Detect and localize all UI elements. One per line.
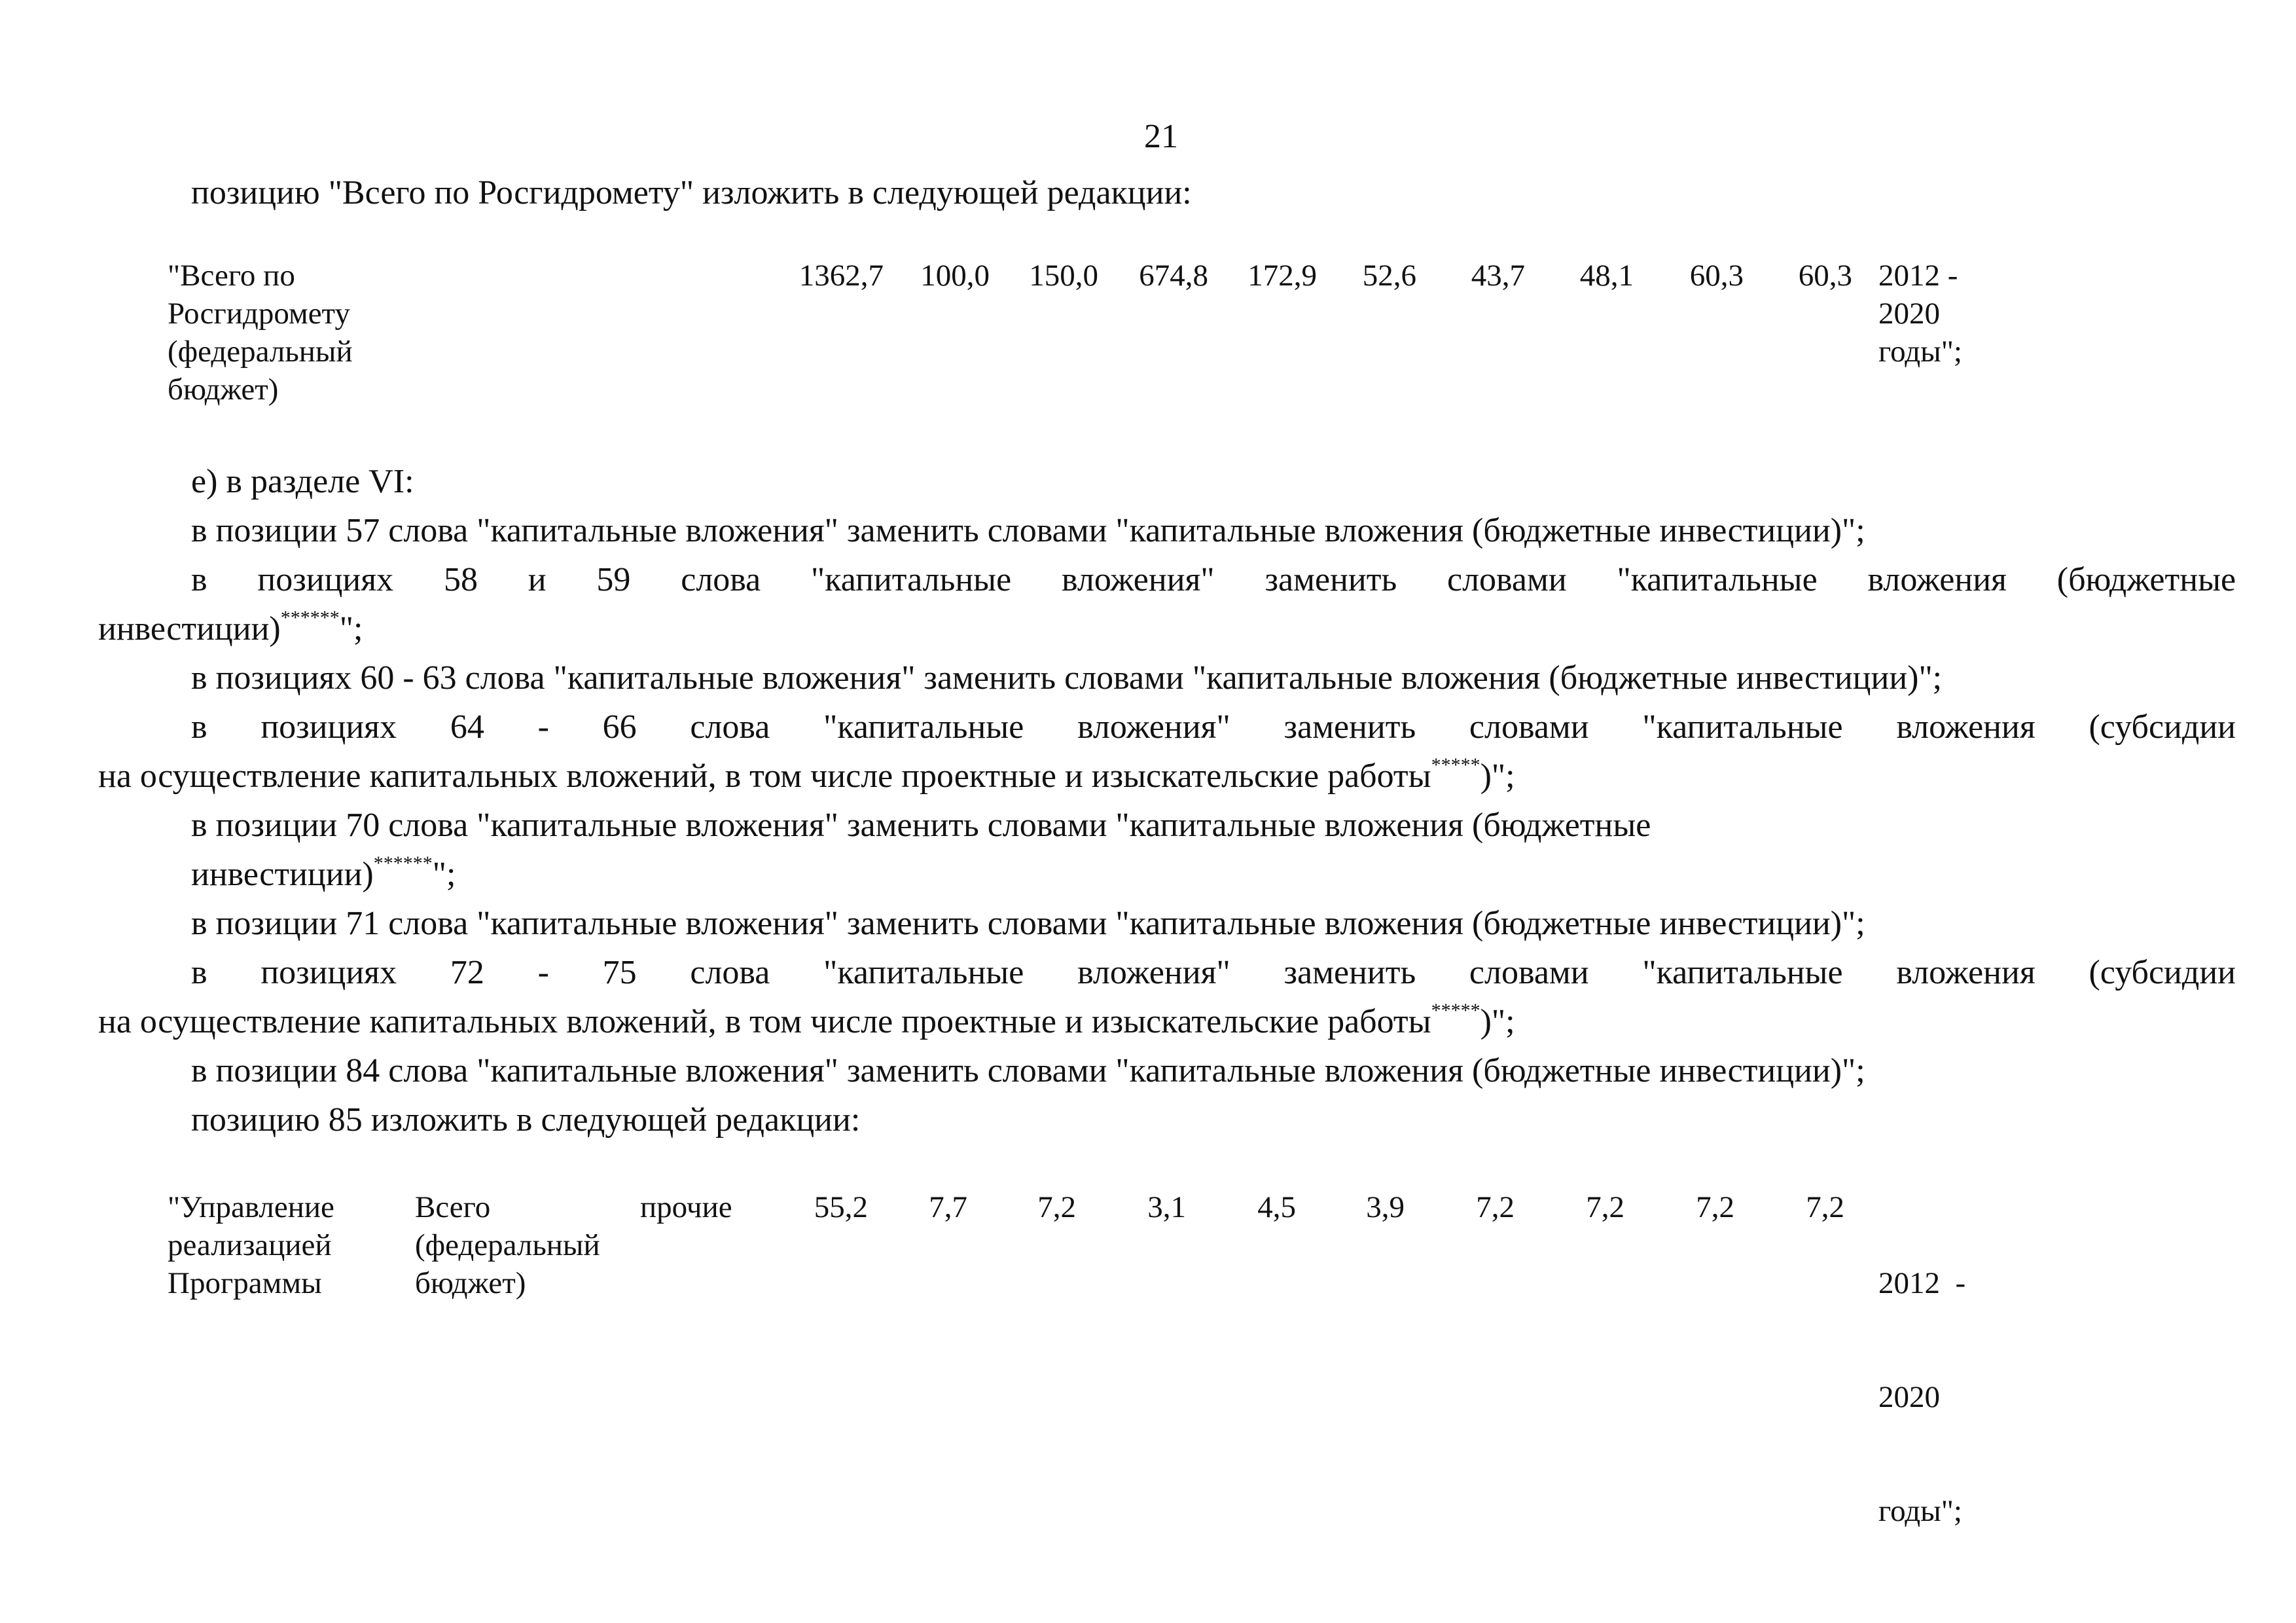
paragraph-p72: в позициях 72 - 75 слова "капитальные вложения" заменить словами "капитальные вложения (субсидии <box>191 954 2236 991</box>
paragraph-p70: в позиции 70 слова "капитальные вложения" заменить словами "капитальные вложения (бюджетные <box>191 807 1651 844</box>
paragraph-p71: в позиции 71 слова "капитальные вложения" заменить словами "капитальные вложения (бюджетные инвестиции)"; <box>191 905 1865 942</box>
value-cell: 48,1 <box>1579 259 1634 293</box>
intro-paragraph: позицию "Всего по Росгидромету" изложить в следующей редакции: <box>191 174 1192 211</box>
expense-type: прочие <box>640 1190 732 1224</box>
row-name: "Управление реализацией Программы <box>168 1190 334 1300</box>
value-cell: 3,9 <box>1366 1190 1405 1224</box>
period-cell: 2012 - 2020 годы"; <box>1878 259 1962 369</box>
value-cell: 7,2 <box>1476 1190 1515 1224</box>
value-cell: 100,0 <box>920 259 990 293</box>
paragraph-p57: в позиции 57 слова "капитальные вложения" заменить словами "капитальные вложения (бюджетные инвестиции)"; <box>191 512 1865 549</box>
value-cell: 7,2 <box>1037 1190 1076 1224</box>
value-cell: 3,1 <box>1147 1190 1186 1224</box>
value-cell: 7,7 <box>929 1190 967 1224</box>
footnote-mark: ***** <box>1431 754 1480 776</box>
paragraph-p72-continuation: на осуществление капитальных вложений, в том числе проектные и изыскательские работы*****)"; <box>98 1000 1515 1040</box>
paragraph-p64: в позициях 64 - 66 слова "капитальные вложения" заменить словами "капитальные вложения (субсидии <box>191 708 2236 746</box>
value-cell: 55,2 <box>814 1190 868 1224</box>
value-cell: 1362,7 <box>798 259 884 293</box>
section-heading: е) в разделе VI: <box>191 463 414 500</box>
paragraph-p58-continuation: инвестиции)******"; <box>98 607 363 647</box>
value-cell: 4,5 <box>1257 1190 1296 1224</box>
value-cell: 7,2 <box>1696 1190 1734 1224</box>
paragraph-p84: в позиции 84 слова "капитальные вложения" заменить словами "капитальные вложения (бюджетные инвестиции)"; <box>191 1052 1865 1089</box>
page-number: 21 <box>1144 118 1178 155</box>
paragraph-p70-continuation: инвестиции)******"; <box>191 852 456 893</box>
footnote-mark: ****** <box>280 607 340 629</box>
value-cell: 7,2 <box>1586 1190 1624 1224</box>
footnote-mark: ****** <box>373 852 433 874</box>
footnote-mark: ***** <box>1431 1000 1480 1021</box>
value-cell: 172,9 <box>1247 259 1317 293</box>
value-cell: 150,0 <box>1029 259 1098 293</box>
value-cell: 60,3 <box>1689 259 1744 293</box>
value-cell: 7,2 <box>1806 1190 1844 1224</box>
value-cell: 674,8 <box>1139 259 1208 293</box>
paragraph-p64-continuation: на осуществление капитальных вложений, в том числе проектные и изыскательские работы*****)"; <box>98 754 1515 795</box>
value-cell: 52,6 <box>1362 259 1416 293</box>
row-name: "Всего по Росгидромету (федеральный бюджет) <box>168 259 353 407</box>
funding-source: Всего (федеральный бюджет) <box>415 1190 600 1300</box>
paragraph-p58: в позициях 58 и 59 слова "капитальные вложения" заменить словами "капитальные вложения (бюджетные <box>191 561 2236 598</box>
value-cell: 60,3 <box>1798 259 1852 293</box>
paragraph-p60: в позициях 60 - 63 слова "капитальные вложения" заменить словами "капитальные вложения (бюджетные инвестиции)"; <box>191 659 1943 697</box>
period-cell: 2012 - 2020 годы"; <box>1878 1266 1966 1528</box>
paragraph-p85: позицию 85 изложить в следующей редакции: <box>191 1101 861 1139</box>
value-cell: 43,7 <box>1471 259 1525 293</box>
